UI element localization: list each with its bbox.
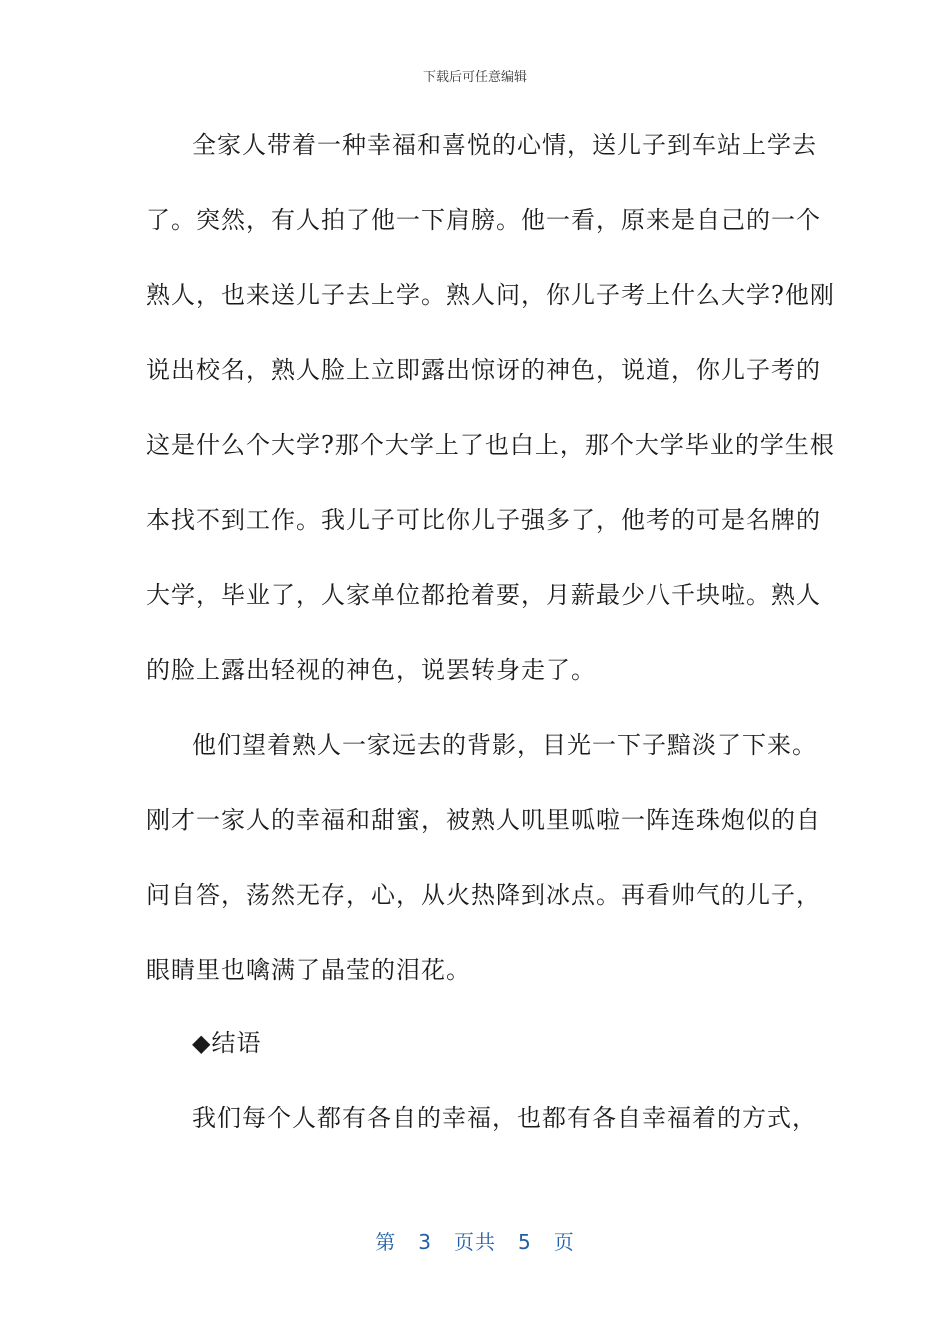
header-note: 下载后可任意编辑 bbox=[422, 70, 527, 85]
footer-prefix: 第 bbox=[375, 1230, 397, 1254]
text-line: 熟人，也来送儿子去上学。熟人问，你儿子考上什么大学?他刚 bbox=[146, 281, 835, 309]
text-line: 问自答，荡然无存，心，从火热降到冰点。再看帅气的儿子， bbox=[146, 881, 821, 909]
section-heading: ◆结语 bbox=[192, 1029, 262, 1057]
text-line: 大学，毕业了，人家单位都抢着要，月薪最少八千块啦。熟人 bbox=[146, 581, 821, 609]
footer-suffix: 页 bbox=[553, 1230, 575, 1254]
text-line: 刚才一家人的幸福和甜蜜，被熟人叽里呱啦一阵连珠炮似的自 bbox=[146, 806, 821, 834]
footer-middle: 页共 bbox=[454, 1230, 496, 1254]
page-footer bbox=[0, 1226, 950, 1255]
text-line: 了。突然，有人拍了他一下肩膀。他一看，原来是自己的一个 bbox=[146, 206, 821, 234]
text-line: 这是什么个大学?那个大学上了也白上，那个大学毕业的学生根 bbox=[146, 431, 835, 459]
total-pages-number: 5 bbox=[518, 1230, 532, 1254]
text-line: 我们每个人都有各自的幸福，也都有各自幸福着的方式， bbox=[192, 1104, 817, 1132]
text-line: 他们望着熟人一家远去的背影，目光一下子黯淡了下来。 bbox=[192, 731, 817, 759]
text-line: 全家人带着一种幸福和喜悦的心情，送儿子到车站上学去 bbox=[192, 131, 817, 159]
current-page-number: 3 bbox=[418, 1230, 432, 1254]
text-line: 本找不到工作。我儿子可比你儿子强多了，他考的可是名牌的 bbox=[146, 506, 821, 534]
text-line: 眼睛里也噙满了晶莹的泪花。 bbox=[146, 956, 471, 984]
text-line: 的脸上露出轻视的神色，说罢转身走了。 bbox=[146, 656, 596, 684]
text-line: 说出校名，熟人脸上立即露出惊讶的神色，说道，你儿子考的 bbox=[146, 356, 821, 384]
